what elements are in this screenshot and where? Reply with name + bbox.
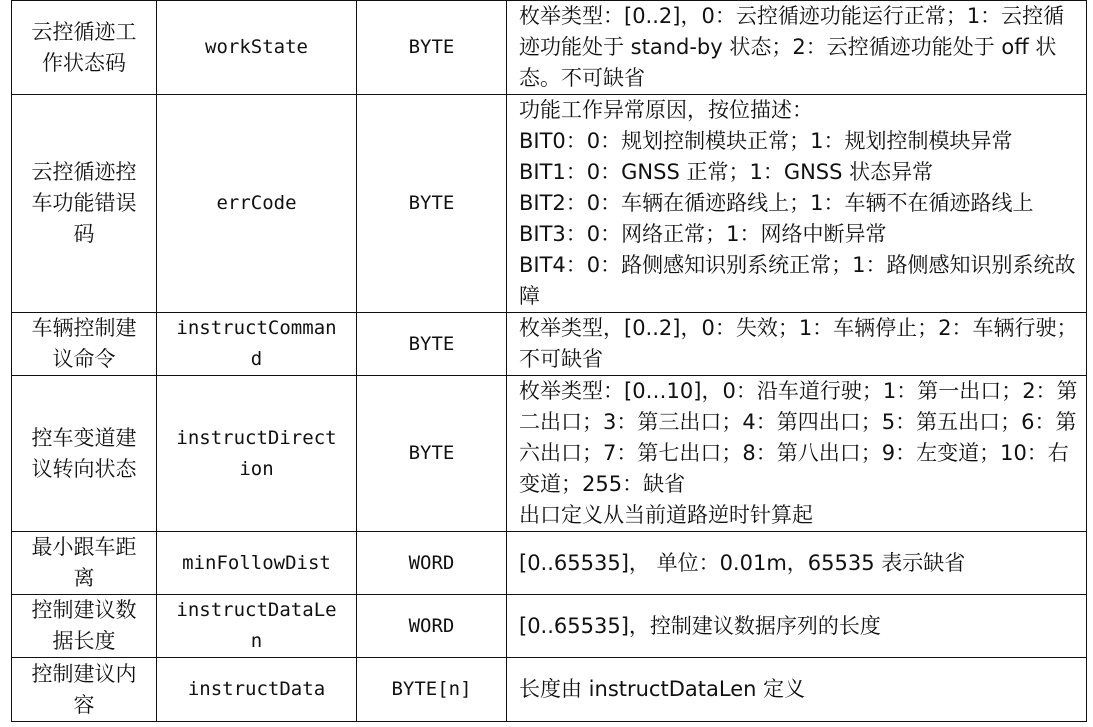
description-cell (507, 95, 1087, 313)
field-name-cell: 控制建议内容 (12, 658, 157, 722)
description-line: 枚举类型：[0…10]，0：沿车道行驶；1：第一出口；2：第二出口；3：第三出口；4：第四出口；5：第五出口；6：第六出口；7：第七出口；8：第八出口；9：左变道；10：右变道；255：缺省 (519, 379, 1078, 496)
description-cell (507, 658, 1087, 722)
data-type-cell: BYTE (357, 376, 507, 532)
table-row (12, 313, 1087, 376)
field-identifier-cell: instructCommand (157, 313, 357, 376)
description-cell (507, 376, 1087, 532)
field-identifier-cell: instructDataLen (157, 595, 357, 658)
description-cell (507, 1, 1087, 95)
field-name-cell: 控车变道建议转向状态 (12, 376, 157, 532)
description-cell (507, 313, 1087, 376)
description-line: BIT4：0：路侧感知识别系统正常；1：路侧感知识别系统故障 (519, 253, 1076, 308)
data-type-cell: WORD (357, 595, 507, 658)
data-type-cell: BYTE (357, 313, 507, 376)
description-line: BIT0：0：规划控制模块正常；1：规划控制模块异常 (519, 129, 1013, 153)
field-identifier-cell: minFollowDist (157, 532, 357, 595)
field-definition-table-wrapper (11, 0, 1086, 722)
description-line: BIT1：0：GNSS 正常；1：GNSS 状态异常 (519, 160, 934, 184)
table-row (12, 1, 1087, 95)
description-line: 长度由 instructDataLen 定义 (519, 677, 806, 701)
description-cell (507, 595, 1087, 658)
data-type-cell: BYTE (357, 95, 507, 313)
field-name-cell: 云控循迹工作状态码 (12, 1, 157, 95)
description-line: [0..65535]， 单位：0.01m，65535 表示缺省 (519, 550, 966, 575)
data-type-cell: BYTE (357, 1, 507, 95)
description-line: BIT2：0：车辆在循迹路线上；1：车辆不在循迹路线上 (519, 191, 1034, 215)
field-name-cell: 车辆控制建议命令 (12, 313, 157, 376)
table-row (12, 658, 1087, 722)
data-type-cell: WORD (357, 532, 507, 595)
field-name-cell: 最小跟车距离 (12, 532, 157, 595)
table-row (12, 595, 1087, 658)
table-row (12, 95, 1087, 313)
data-type-cell: BYTE[n] (357, 658, 507, 722)
field-identifier-cell: instructData (157, 658, 357, 722)
description-cell (507, 532, 1087, 595)
description-line: 出口定义从当前道路逆时针算起 (519, 503, 813, 527)
field-identifier-cell: workState (157, 1, 357, 95)
description-line: 枚举类型，[0..2]，0：失效；1：车辆停止；2：车辆行驶；不可缺省 (519, 316, 1078, 371)
field-name-cell: 云控循迹控车功能错误码 (12, 95, 157, 313)
field-name-cell: 控制建议数据长度 (12, 595, 157, 658)
field-identifier-cell: errCode (157, 95, 357, 313)
field-identifier-cell: instructDirection (157, 376, 357, 532)
description-line: 功能工作异常原因，按位描述： (519, 98, 813, 122)
description-line: BIT3：0：网络正常；1：网络中断异常 (519, 222, 887, 246)
table-row (12, 532, 1087, 595)
field-definition-table (11, 0, 1087, 722)
description-line: 枚举类型：[0..2]，0：云控循迹功能运行正常；1：云控循迹功能处于 stand-by 状态；2：云控循迹功能处于 off 状态。不可缺省 (519, 4, 1065, 90)
description-line: [0..65535]，控制建议数据序列的长度 (519, 613, 881, 638)
table-row (12, 376, 1087, 532)
